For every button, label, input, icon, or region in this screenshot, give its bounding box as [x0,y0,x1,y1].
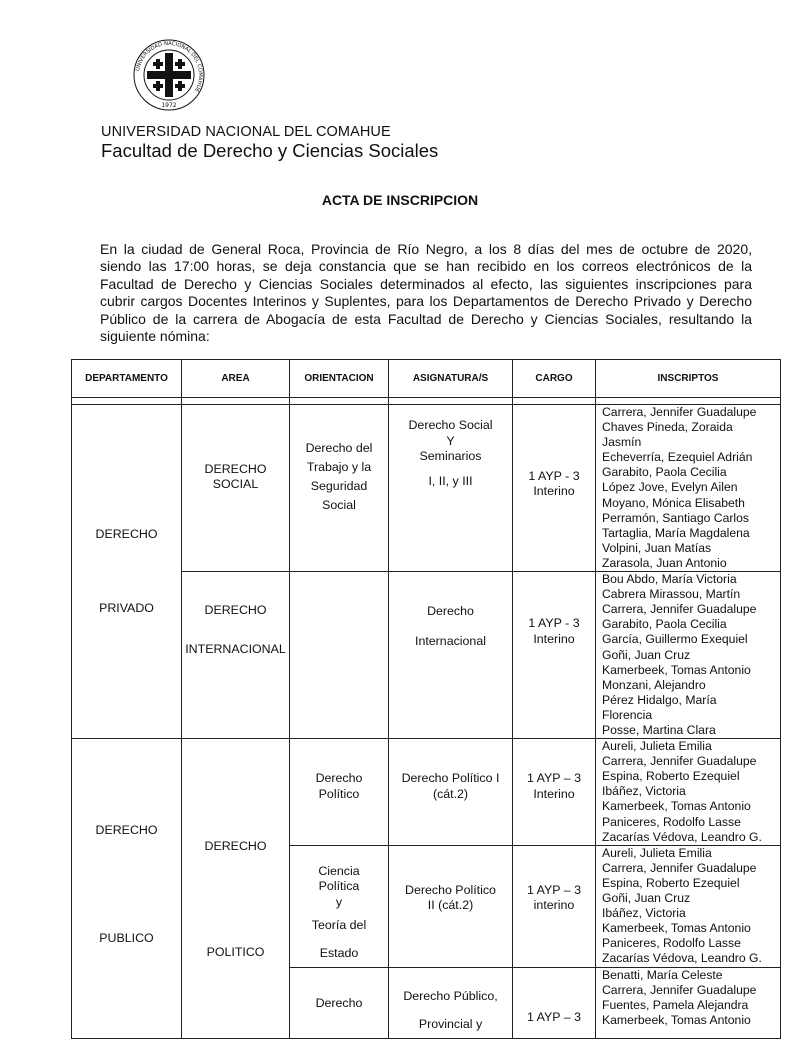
subject-cell: Derecho Internacional [389,572,513,739]
list-item: Zarasola, Juan Antonio [602,555,727,570]
cargo-cell: 1 AYP – 3 Interino [513,739,596,846]
table-row [72,739,781,846]
list-item: Jasmín [602,435,642,450]
intro-line: cubrir cargos Docentes Interinos y Suplentes, para los Departamentos de Derecho Privado y Derecho [100,293,752,310]
list-item: Fuentes, Pamela Alejandra [602,997,749,1012]
list-item: Posse, Martina Clara [602,722,716,737]
orientation-cell: Derecho Político [290,739,389,846]
subject-cell: Derecho Público, Provincial y [389,967,513,1038]
cargo-cell: 1 AYP - 3 Interino [513,572,596,739]
university-seal-logo [132,38,206,112]
list-item: Aureli, Julieta Emilia [602,739,712,754]
subject-cell: Derecho Social Y Seminarios I, II, y III [389,405,513,572]
list-item: Pérez Hidalgo, María [602,692,717,707]
list-item: Chaves Pineda, Zoraida [602,420,733,435]
subject-cell: Derecho Político II (cát.2) [389,845,513,967]
intro-paragraph [100,241,752,345]
header-asignaturas: ASIGNATURA/S [389,360,513,398]
area-cell: DERECHO POLITICO [182,739,290,1039]
list-item: Echeverría, Ezequiel Adrián [602,450,753,465]
list-item: Bou Abdo, María Victoria [602,572,737,587]
list-item: Garabito, Paola Cecilia [602,617,727,632]
department-line: DERECHO [95,527,158,542]
faculty-name: Facultad de Derecho y Ciencias Sociales [101,140,439,161]
list-item: Espina, Roberto Ezequiel [602,769,740,784]
list-item: Zacarías Védova, Leandro G. [602,951,762,966]
cargo-cell: 1 AYP - 3 Interino [513,405,596,572]
list-item: Paniceres, Rodolfo Lasse [602,936,741,951]
list-item: Volpini, Juan Matías [602,540,712,555]
list-item: Garabito, Paola Cecilia [602,465,727,480]
list-item: Carrera, Jennifer Guadalupe [602,602,757,617]
intro-line: En la ciudad de General Roca, Provincia de Río Negro, a los 8 días del mes de octubre de 2020, [100,241,752,257]
table-row [72,405,781,572]
intro-line: siendo las 17:00 horas, se deja constancia que se han recibido en los correos electrónicos de la [100,258,752,275]
list-item: Florencia [602,707,653,722]
intro-line: siguiente nómina: [100,328,210,345]
list-item: Aureli, Julieta Emilia [602,845,712,860]
seal-ring-text: UNIVERSIDAD NACIONAL DEL COMAHUE [135,40,204,93]
list-item: Zacarías Védova, Leandro G. [602,829,762,844]
department-line: PRIVADO [99,600,154,615]
inscriptos-cell [596,739,781,846]
list-item: Moyano, Mónica Elisabeth [602,495,745,510]
list-item: Carrera, Jennifer Guadalupe [602,754,757,769]
list-item: López Jove, Evelyn Ailen [602,480,738,495]
area-cell: DERECHO SOCIAL [182,405,290,572]
orientation-cell: Derecho del Trabajo y la Seguridad Social [290,405,389,572]
list-item: Goñi, Juan Cruz [602,891,691,905]
list-item: Carrera, Jennifer Guadalupe [602,405,757,419]
inscription-table [71,359,781,1039]
list-item: Paniceres, Rodolfo Lasse [602,814,741,829]
orientation-cell: Derecho [290,967,389,1038]
list-item: Goñi, Juan Cruz [602,647,691,662]
subject-cell: Derecho Político I (cát.2) [389,739,513,846]
list-item: Carrera, Jennifer Guadalupe [602,982,757,997]
university-name: UNIVERSIDAD NACIONAL DEL COMAHUE [101,124,391,140]
list-item: Ibáñez, Victoria [602,784,686,799]
inscriptos-cell [596,405,781,572]
department-cell: DERECHO PUBLICO [72,739,182,1039]
orientation-cell: Ciencia Política y Teoría del Estado [290,845,389,967]
list-item: Perramón, Santiago Carlos [602,510,749,525]
intro-line: Público de la carrera de Abogacía de esta Facultad de Derecho y Ciencias Sociales, resultando la [100,310,752,327]
inscriptos-cell [596,845,781,967]
orientation-cell [290,572,389,739]
list-item: Kamerbeek, Tomas Antonio [602,662,751,677]
department-cell [72,405,182,739]
cargo-cell: 1 AYP – 3 interino [513,845,596,967]
header-inscriptos: INSCRIPTOS [596,360,781,398]
list-item: Espina, Roberto Ezequiel [602,875,740,890]
intro-line: Facultad de Derecho y Ciencias Sociales determinados al efecto, las siguientes inscripciones para [100,275,752,292]
list-item: Kamerbeek, Tomas Antonio [602,799,751,814]
cargo-cell: 1 AYP – 3 [513,967,596,1038]
list-item: Monzani, Alejandro [602,677,706,692]
header-area: AREA [182,360,290,398]
list-item: Benatti, María Celeste [602,967,723,982]
list-item: García, Guillermo Exequiel [602,632,748,647]
header-orientacion: ORIENTACION [290,360,389,398]
area-cell: DERECHO INTERNACIONAL [182,572,290,739]
list-item: Kamerbeek, Tomas Antonio [602,1013,751,1027]
table-header-row [72,360,781,398]
list-item: Kamerbeek, Tomas Antonio [602,921,751,936]
list-item: Tartaglia, María Magdalena [602,525,750,540]
list-item: Cabrera Mirassou, Martín [602,587,741,602]
inscriptos-cell [596,572,781,739]
header-cargo: CARGO [513,360,596,398]
list-item: Ibáñez, Victoria [602,906,686,921]
seal-year: 1972 [161,102,177,109]
list-item: Carrera, Jennifer Guadalupe [602,860,757,875]
header-departamento: DEPARTAMENTO [72,360,182,398]
inscriptos-cell [596,967,781,1038]
document-title: ACTA DE INSCRIPCION [321,192,479,208]
